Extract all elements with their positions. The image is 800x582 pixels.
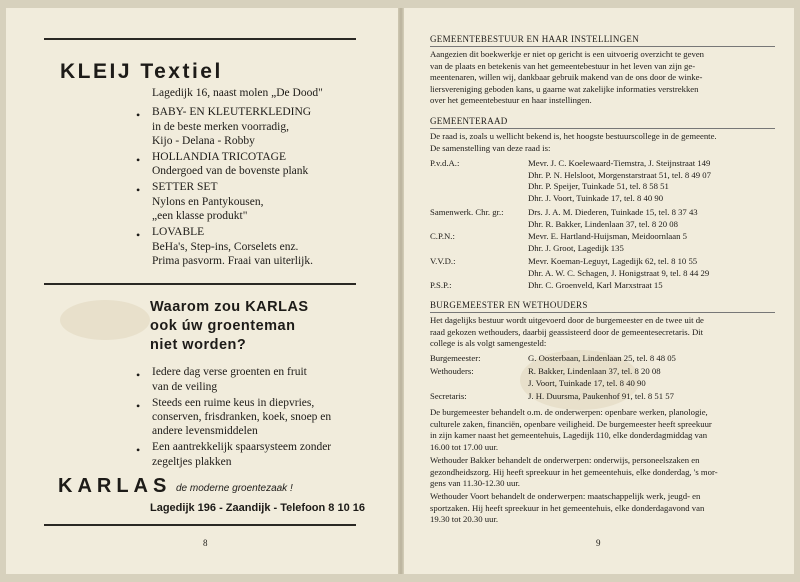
text-line: gezondheidszorg. Hij heeft spreekuur in het gemeentehuis, elke donderdag, 's mor- <box>430 466 718 477</box>
text-line: De raad is, zoals u wellicht bekend is, het hoogste bestuurscollege in de gemeente. <box>430 131 717 141</box>
page-number: 9 <box>596 538 601 548</box>
page-number: 8 <box>203 538 208 548</box>
section-heading: GEMEENTERAAD <box>430 116 508 126</box>
heading-rule <box>430 312 775 313</box>
kleij-address: Lagedijk 16, naast molen „De Dood" <box>152 87 323 99</box>
text-line: De samenstelling van deze raad is: <box>430 142 551 153</box>
text-line: Wethouder Bakker behandelt de onderwerpen: onderwijs, personeelszaken en <box>430 455 700 465</box>
kleij-item-line: Kijo - Delana - Robby <box>152 135 255 147</box>
heading-rule <box>430 46 775 47</box>
party-members <box>528 207 698 230</box>
official-name: J. Voort, Tuinkade 17, tel. 8 40 90 <box>528 377 646 388</box>
member-line: Mevr. Koeman-Leguyt, Lagedijk 62, tel. 8 10 55 <box>528 256 698 266</box>
party-label: C.P.N.: <box>430 231 455 241</box>
karlas-slogan: de moderne groentezaak ! <box>176 483 293 494</box>
section3-intro <box>430 315 775 350</box>
karlas-headline: ook úw groenteman <box>150 318 296 334</box>
member-line: Dhr. R. Bakker, Lindenlaan 37, tel. 8 20 08 <box>528 218 678 229</box>
member-line: Dhr. P. Speijer, Tuinkade 51, tel. 8 58 51 <box>528 181 669 192</box>
text-line: Wethouder Voort behandelt de onderwerpen: maatschappelijk werk, jeugd- en <box>430 491 701 501</box>
heading-rule <box>430 128 775 129</box>
member-line: Dhr. J. Voort, Tuinkade 17, tel. 8 40 90 <box>528 192 664 203</box>
karlas-bullet-line: van de veiling <box>152 381 218 393</box>
official-name: J. H. Duursma, Paukenhof 91, tel. 8 51 57 <box>528 391 674 401</box>
page-gutter <box>398 8 404 574</box>
official-role: Burgemeester: <box>430 353 481 363</box>
section-heading: GEMEENTEBESTUUR EN HAAR INSTELLINGEN <box>430 34 640 44</box>
text-line: meentenaren, willen wij, dankbaar gebruik makend van de ons door de winke- <box>430 72 703 83</box>
kleij-item-heading: LOVABLE <box>152 226 205 238</box>
party-label: P.v.d.A.: <box>430 158 460 168</box>
kleij-item-line: BeHa's, Step-ins, Corselets enz. <box>152 241 299 253</box>
karlas-address: Lagedijk 196 - Zaandijk - Telefoon 8 10 16 <box>150 502 365 514</box>
kleij-item-line: in de beste merken voorradig, <box>152 121 289 133</box>
official-name: R. Bakker, Lindenlaan 37, tel. 8 20 08 <box>528 366 661 376</box>
kleij-item-line: Ondergoed van de bovenste plank <box>152 165 309 177</box>
section1-paragraph <box>430 49 775 107</box>
karlas-bullet-line: zegeltjes plakken <box>152 456 232 468</box>
duties-paragraph <box>430 407 775 453</box>
kleij-title: KLEIJ Textiel <box>60 60 223 83</box>
bullet-marker: • <box>136 108 141 122</box>
karlas-bullet-line: conserven, frisdranken, koek, snoep en <box>152 411 332 423</box>
bullet-marker: • <box>136 153 141 167</box>
bullet-marker: • <box>136 228 141 242</box>
member-line: Dhr. C. Groenveld, Karl Marxstraat 15 <box>528 280 663 290</box>
text-line: culturele zaken, financiën, openbare veiligheid. De burgemeester heeft spreekuur <box>430 418 712 429</box>
member-line: Dhr. A. W. C. Schagen, J. Honigstraat 9, tel. 8 44 29 <box>528 267 710 278</box>
text-line: gens van 11.30-12.30 uur. <box>430 478 520 489</box>
party-members <box>528 158 711 204</box>
text-line: van de plaats en betekenis van het gemeentebestuur in het leven van zijn ge- <box>430 60 696 71</box>
official-names <box>528 366 661 389</box>
party-label: V.V.D.: <box>430 256 456 266</box>
text-line: liersvereniging geboden kans, u gaarne wat zakelijke informaties verstrekken <box>430 83 699 94</box>
member-line: Mevr. E. Hartland-Huijsman, Meidoornlaan 5 <box>528 231 687 241</box>
text-line: 19.30 tot 20.30 uur. <box>430 514 499 525</box>
member-line: Drs. J. A. M. Diederen, Tuinkade 15, tel. 8 37 43 <box>528 207 698 217</box>
party-members <box>528 280 663 292</box>
duties-paragraph <box>430 491 775 526</box>
text-line: De burgemeester behandelt o.m. de onderwerpen: openbare werken, planologie, <box>430 407 708 417</box>
karlas-name: KARLAS <box>58 475 172 497</box>
karlas-headline: Waarom zou KARLAS <box>150 299 309 315</box>
divider-rule <box>44 283 356 285</box>
party-label: P.S.P.: <box>430 280 452 290</box>
karlas-bullet-line: Een aantrekkelijk spaarsysteem zonder <box>152 441 332 453</box>
text-line: over het gemeentebestuur en haar instellingen. <box>430 95 592 106</box>
party-label: Samenwerk. Chr. gr.: <box>430 207 504 217</box>
kleij-item-line: Prima pasvorm. Fraai van uiterlijk. <box>152 255 313 267</box>
karlas-bullet-line: andere levensmiddelen <box>152 425 258 437</box>
section2-intro <box>430 131 775 154</box>
kleij-item-heading: SETTER SET <box>152 181 218 193</box>
top-rule <box>44 38 356 40</box>
karlas-bullet-line: Steeds een ruime keus in diepvries, <box>152 397 315 409</box>
member-line: Dhr. J. Groot, Lagedijk 135 <box>528 242 624 253</box>
official-role: Wethouders: <box>430 366 474 376</box>
duties-paragraph <box>430 455 775 490</box>
text-line: Het dagelijks bestuur wordt uitgevoerd door de burgemeester en de twee uit de <box>430 315 704 325</box>
kleij-item-heading: BABY- EN KLEUTERKLEDING <box>152 106 312 118</box>
text-line: in zijn kamer naast het gemeentehuis, Lagedijk 110, elke donderdagmiddag van <box>430 430 708 441</box>
kleij-item-line: Nylons en Pantykousen, <box>152 196 264 208</box>
kleij-item-heading: HOLLANDIA TRICOTAGE <box>152 151 286 163</box>
official-name: G. Oosterbaan, Lindenlaan 25, tel. 8 48 05 <box>528 353 676 363</box>
text-line: 16.00 tot 17.00 uur. <box>430 441 499 452</box>
text-line: college is als volgt samengesteld: <box>430 338 547 349</box>
karlas-bullet-line: Iedere dag verse groenten en fruit <box>152 366 307 378</box>
member-line: Mevr. J. C. Koelewaard-Tiemstra, J. Steijnstraat 149 <box>528 158 711 168</box>
bullet-marker: • <box>136 183 141 197</box>
bottom-rule <box>44 524 356 526</box>
party-members <box>528 231 687 254</box>
party-members <box>528 256 709 279</box>
paper-stain <box>60 300 150 340</box>
text-line: raad gekozen wethouders, daarbij geassisteerd door de gemeentesecretaris. Dit <box>430 326 704 337</box>
kleij-item-line: „een klasse produkt" <box>152 210 248 222</box>
text-line: sportzaken. Hij heeft spreekuur in het gemeentehuis, elke donderdagavond van <box>430 502 705 513</box>
karlas-headline: niet worden? <box>150 337 247 353</box>
bullet-marker: • <box>136 368 141 382</box>
section-heading: BURGEMEESTER EN WETHOUDERS <box>430 300 588 310</box>
bullet-marker: • <box>136 399 141 413</box>
bullet-marker: • <box>136 443 141 457</box>
text-line: Aangezien dit boekwerkje er niet op gericht is een uitvoerig overzicht te geven <box>430 49 705 59</box>
official-role: Secretaris: <box>430 391 467 401</box>
member-line: Dhr. P. N. Helsloot, Morgenstarstraat 51, tel. 8 49 07 <box>528 169 711 180</box>
